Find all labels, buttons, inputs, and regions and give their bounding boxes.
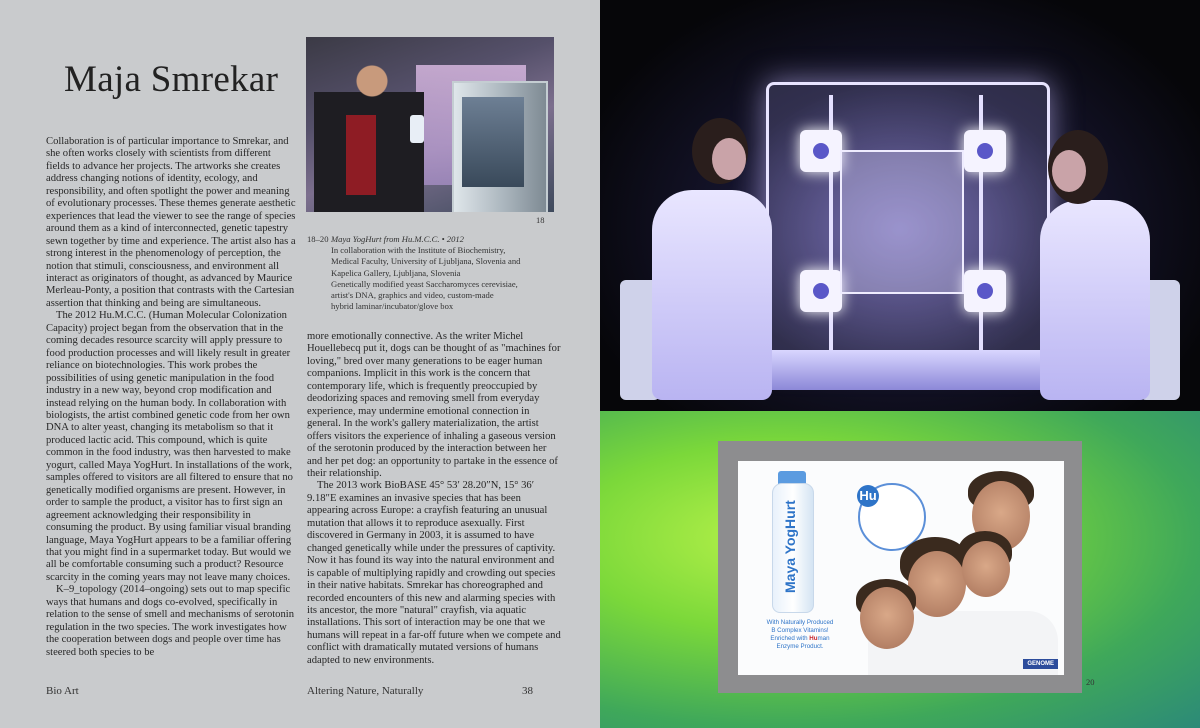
- body-column-2: [307, 331, 562, 667]
- hu-badge-label: Hu: [857, 485, 879, 507]
- yogurt-ad: [738, 461, 1064, 675]
- caption-number: 18–20: [307, 234, 329, 244]
- tagline-part: Enriched with: [770, 635, 810, 642]
- body-paragraph: K–9_topology (2014–ongoing) sets out to map specific ways that humans and dogs co-evolved, specifically in relation to the sense of smell and mechanisms of serotonin regulation in the two species. The work investigates how the cooperation between dogs and people over time has steered both species to be: [46, 584, 295, 658]
- figure-caption: [307, 234, 567, 312]
- caption-line: artist's DNA, graphics and video, custom-made: [331, 290, 494, 301]
- right-page: [600, 0, 1200, 728]
- genome-logo: GENOME: [1023, 659, 1058, 669]
- body-paragraph: more emotionally connective. As the writer Michel Houellebecq put it, dogs can be thought of as "machines for loving," bred over many generations to be eager human companions. Implicit in this work is the concern that contemporary life, which is frequently preoccupied by deodorizing spaces and removing smell from everyday experience, may undermine emotional connection in general. In the work's gallery materialization, the artist offers visitors the experience of inhaling a gaseous version of the serotonin produced by the interaction between her and her pet dog: an opportunity to partake in the essence of their relationship.: [307, 331, 561, 479]
- figure-number-20: 20: [1086, 677, 1095, 687]
- body-paragraph: The 2012 Hu.M.C.C. (Human Molecular Colonization Capacity) project began from the observation that in the coming decades resource scarcity will apply pressure to food production processes and will likely result in greater reliance on biotechnologies. This work probes the possibilities of using genetic manipulation in the food industry in a new way, beyond crop modification and instead relying on the human body. In collaboration with biologists, the artist combined genetic code from her own DNA to alter yeast, changing its metabolism so that it produced lactic acid. This compound, which is quite common in the food industry, was then harvested to make yogurt, called Maya YogHurt. In installations of the work, samples offered to visitors are all filtered to ensure that no genetically modified organisms are present. However, in order to sample the product, a visitor has to first sign an agreement acknowledging their responsibility in consuming the product. By using familiar visual branding language, Maya YogHurt appears to be a familiar offering that you might find in a supermarket today. But would we all be comfortable consuming such a product? Resource scarcity in the coming years may not leave many choices.: [46, 310, 293, 583]
- caption-line: In collaboration with the Institute of Biochemistry,: [331, 245, 506, 256]
- tagline-line: With Naturally Produced: [766, 619, 834, 626]
- figure-number-18: 18: [536, 215, 545, 225]
- caption-line: Medical Faculty, University of Ljubljana, Slovenia and: [331, 256, 521, 267]
- bottle-brand: Maya YogHurt: [782, 500, 798, 593]
- caption-line: hybrid laminar/incubator/glove box: [331, 301, 454, 312]
- photo-lab-incubator: [600, 0, 1200, 411]
- ad-tagline: [760, 619, 840, 651]
- footer-chapter: Altering Nature, Naturally: [307, 685, 424, 697]
- caption-line: Genetically modified yeast Saccharomyces cerevisiae,: [331, 278, 518, 289]
- page-number: 38: [522, 685, 533, 697]
- footer-section: Bio Art: [46, 685, 79, 697]
- body-paragraph: The 2013 work BioBASE 45° 53′ 28.20″N, 15° 36′ 9.18″E examines an invasive species that has been appearing across Europe: a crayfish featuring an unusual mutation that allows it to reproduce asexually. First discovered in Germany in 2003, it is assumed to have changed genetically while under the pressures of captivity. Now it has found its way into the natural environment and is capable of multiplying rapidly and crowding out species in their native habitats. Smrekar has choreographed and recorded encounters of this new and alarming species with its ancestor, the more "natural" crayfish, via aquatic installations. This sort of interaction may be one that we humans will repeat in a far-off future when we compete and conflict with dramatically mutated versions of humans adapted to new environments.: [307, 480, 561, 666]
- photo-artist-with-fridge: [306, 37, 554, 212]
- tagline-hu: Hu: [809, 635, 818, 642]
- family-photo: [848, 471, 1064, 675]
- caption-line: Maya YogHurt from Hu.M.C.C. • 2012: [331, 234, 464, 244]
- caption-line: Kapelica Gallery, Ljubljana, Slovenia: [331, 267, 461, 278]
- tagline-part: man: [817, 635, 830, 642]
- tagline-line: Enzyme Product.: [776, 643, 824, 650]
- tagline-line: B Complex Vitamins!: [771, 627, 829, 634]
- body-paragraph: Collaboration is of particular importance to Smrekar, and she often works closely with scientists from different fields to advance her projects. The artworks she creates address changing notions of identity, ecology, and responsibility, and often spotlight the power and meaning of evolutionary processes. These themes generate aesthetic experiences that lead the viewer to see the range of species around them as a kind of interconnected, genetic tapestry sewn together by time and experience. The artist also has a strong interest in the phenomenology of perception, the notion that stimuli, consciousness, and environment all interact as originators of thought, as advanced by Maurice Merleau-Ponty, a position that contrasts with the Cartesian assertion that thinking and being are simultaneous.: [46, 136, 296, 309]
- tagline-line: [760, 635, 840, 643]
- page-title: Maja Smrekar: [64, 59, 279, 100]
- body-column-1: [46, 136, 296, 659]
